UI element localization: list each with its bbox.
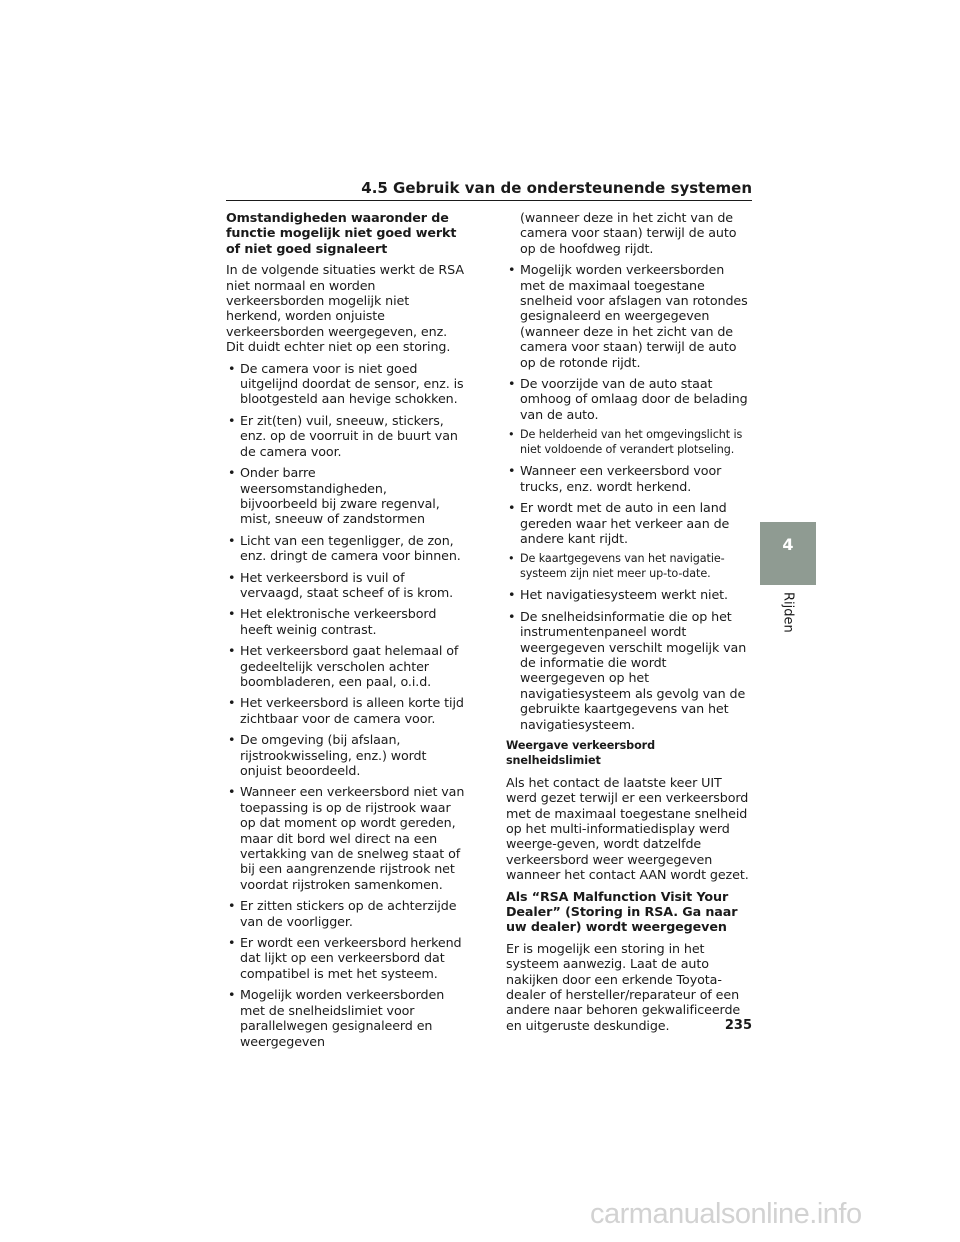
list-item: • De camera voor is niet goed uitgelijnd doordat de sensor, enz. is blootgesteld aan hevige schokken. [226, 361, 466, 407]
list-item: • Er zit(ten) vuil, sneeuw, stickers, enz. op de voorruit in de buurt van de camera voor. [226, 413, 466, 459]
list-item: • Het navigatiesysteem werkt niet. [506, 587, 752, 602]
list-item: • Wanneer een verkeersbord niet van toepassing is op de rijstrook waar op dat moment op wordt gereden, maar dit bord wel direct na een vertakking van de snelweg staat of bij een aangrenzende rijstrook net voordat rijstroken samenkomen. [226, 784, 466, 892]
conditions-list-continued [506, 210, 752, 732]
chapter-number: 4 [782, 535, 794, 554]
list-item: • Licht van een tegenligger, de zon, enz. dringt de camera voor binnen. [226, 533, 466, 564]
left-column [226, 210, 466, 1055]
list-item: • Er wordt een verkeersbord herkend dat lijkt op een verkeersbord dat compatibel is met het systeem. [226, 935, 466, 981]
conditions-intro: In de volgende situaties werkt de RSA niet normaal en worden verkeersborden mogelijk niet herkend, worden onjuiste verkeersborden weergegeven, enz. Dit duidt echter niet op een storing. [226, 262, 464, 355]
header-rule [226, 200, 752, 201]
list-item: • Het verkeersbord gaat helemaal of gedeeltelijk verscholen achter boombladeren, een paal, o.i.d. [226, 643, 466, 689]
speed-sign-heading: Weergave verkeersbord snelheidslimiet [506, 738, 655, 768]
list-item: • De voorzijde van de auto staat omhoog of omlaag door de belading van de auto. [506, 376, 752, 422]
malfunction-paragraph: Er is mogelijk een storing in het systeem aanwezig. Laat de auto nakijken door een erkende Toyota-dealer of hersteller/reparateur of een andere naar behoren gekwalificeerde en uitgeruste deskundige. [506, 940, 741, 1033]
list-item: • De snelheidsinformatie die op het instrumentenpaneel wordt weergegeven verschilt mogelijk van de informatie die wordt weergegeven op het navigatiesysteem als gevolg van de gebruikte kaartgegevens van het navigatiesysteem. [506, 609, 752, 732]
conditions-heading: Omstandigheden waaronder de functie mogelijk niet goed werkt of niet goed signaleert [226, 210, 457, 256]
list-item: • Het verkeersbord is alleen korte tijd zichtbaar voor de camera voor. [226, 695, 466, 726]
list-item: • Mogelijk worden verkeersborden met de maximaal toegestane snelheid voor afslagen van rotondes gesignaleerd en weergegeven (wanneer deze in het zicht van de camera voor staan) terwijl de auto op de rotonde rijdt. [506, 262, 752, 370]
list-item: • Het verkeersbord is vuil of vervaagd, staat scheef of is krom. [226, 570, 466, 601]
malfunction-heading: Als “RSA Malfunction Visit Your Dealer” (Storing in RSA. Ga naar uw dealer) wordt weergegeven [506, 888, 738, 935]
page-number: 235 [724, 1018, 752, 1033]
list-item: • Er wordt met de auto in een land gereden waar het verkeer aan de andere kant rijdt. [506, 500, 752, 546]
list-item: • Er zitten stickers op de achterzijde van de voorligger. [226, 898, 466, 929]
speed-sign-paragraph: Als het contact de laatste keer UIT werd gezet terwijl er een verkeersbord met de maximaal toegestane snelheid op het multi-informatiedisplay werd weerge-geven, wordt datzelfde verkeersbord weer weergegeven wanneer het contact AAN wordt gezet. [506, 774, 749, 883]
chapter-label: Rijden [780, 592, 796, 633]
list-item: • De kaartgegevens van het navigatie-systeem zijn niet meer up-to-date. [506, 552, 752, 581]
list-item: • Onder barre weersomstandigheden, bijvoorbeeld bij zware regenval, mist, sneeuw of zandstormen [226, 465, 466, 527]
list-item: • Het elektronische verkeersbord heeft weinig contrast. [226, 606, 466, 637]
list-item-continuation: (wanneer deze in het zicht van de camera voor staan) terwijl de auto op de hoofdweg rijdt. [520, 210, 737, 256]
watermark: carmanualsonline.info [590, 1198, 862, 1230]
list-item: • Wanneer een verkeersbord voor trucks, enz. wordt herkend. [506, 463, 752, 494]
conditions-list [226, 361, 466, 1049]
list-item: • Mogelijk worden verkeersborden met de snelheidslimiet voor parallelwegen gesignaleerd en weergegeven [226, 987, 466, 1049]
list-item: • De omgeving (bij afslaan, rijstrookwisseling, enz.) wordt onjuist beoordeeld. [226, 732, 466, 778]
right-column [506, 210, 752, 1039]
section-header: 4.5 Gebruik van de ondersteunende systemen [361, 179, 752, 197]
list-item: • De helderheid van het omgevingslicht is niet voldoende of verandert plotseling. [506, 428, 752, 457]
